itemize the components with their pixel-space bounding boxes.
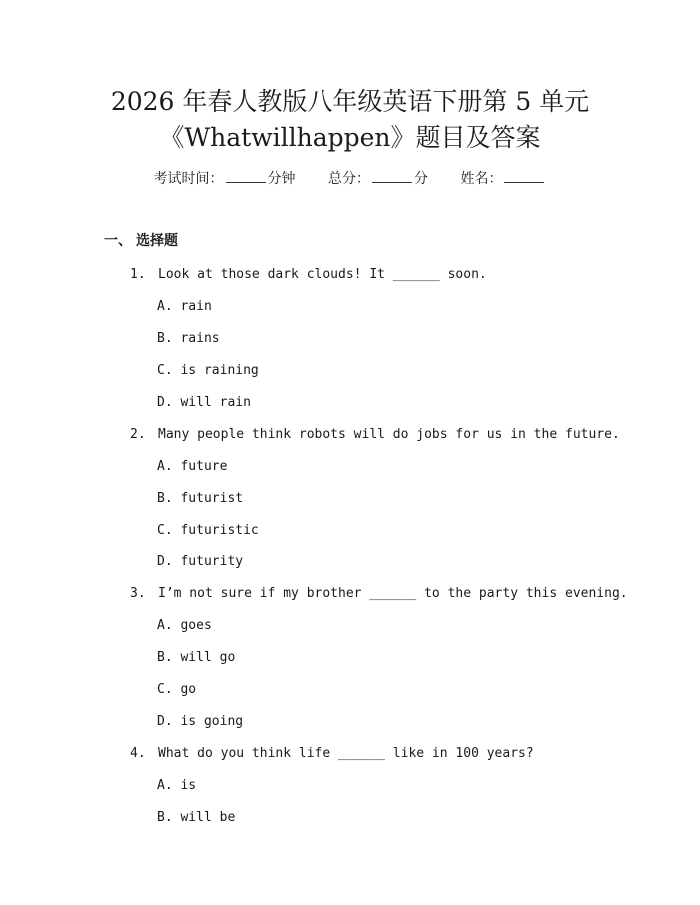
section-number: 一、 bbox=[104, 233, 132, 249]
question-number: 1. bbox=[130, 267, 146, 283]
name-label: 姓名： bbox=[460, 171, 503, 187]
question-4 bbox=[0, 737, 700, 769]
time-label: 考试时间： bbox=[153, 171, 224, 187]
score-unit: 分 bbox=[414, 171, 428, 187]
exam-time bbox=[154, 168, 296, 188]
time-blank bbox=[226, 168, 266, 183]
question-3-option: C. go bbox=[157, 682, 197, 698]
question-2-option: D. futurity bbox=[157, 554, 244, 570]
question-2 bbox=[0, 418, 700, 450]
question-1 bbox=[0, 259, 700, 291]
question-2-option: C. futuristic bbox=[157, 522, 259, 538]
question-1-option: D. will rain bbox=[157, 395, 251, 410]
section-heading bbox=[104, 230, 178, 250]
exam-name bbox=[460, 168, 546, 188]
question-list bbox=[0, 259, 700, 833]
title-line-1: 2026 年春人教版八年级英语下册第 5 单元 bbox=[110, 87, 590, 116]
question-text: Look at those dark clouds! It ______ soon. bbox=[158, 267, 487, 283]
section-title: 选择题 bbox=[136, 233, 178, 249]
question-text: Many people think robots will do jobs for us in the future. bbox=[158, 426, 620, 442]
time-unit: 分钟 bbox=[267, 171, 296, 187]
question-1-option: B. rains bbox=[157, 331, 220, 347]
title-line-2: 《Whatwillhappen》题目及答案 bbox=[159, 123, 541, 152]
question-1-option: A. rain bbox=[157, 299, 212, 315]
question-text: I’m not sure if my brother ______ to the party this evening. bbox=[158, 586, 628, 602]
question-4-option: B. will be bbox=[157, 809, 236, 825]
name-blank bbox=[504, 168, 544, 183]
question-text: What do you think life ______ like in 100 years? bbox=[158, 745, 534, 761]
question-number: 4. bbox=[130, 745, 146, 761]
question-3-option: D. is going bbox=[157, 713, 244, 729]
question-2-option: A. future bbox=[157, 458, 228, 474]
question-4-option: A. is bbox=[157, 777, 197, 793]
exam-info bbox=[0, 168, 700, 188]
question-3 bbox=[0, 578, 700, 610]
score-label: 总分： bbox=[328, 171, 370, 187]
question-3-option: B. will go bbox=[157, 650, 236, 666]
document-title bbox=[0, 84, 700, 156]
question-1-option: C. is raining bbox=[157, 363, 259, 379]
question-3-option: A. goes bbox=[157, 618, 212, 634]
question-number: 3. bbox=[130, 586, 146, 602]
score-blank bbox=[372, 168, 412, 183]
question-number: 2. bbox=[130, 426, 146, 442]
question-2-option: B. futurist bbox=[157, 490, 244, 506]
exam-score bbox=[328, 168, 428, 188]
